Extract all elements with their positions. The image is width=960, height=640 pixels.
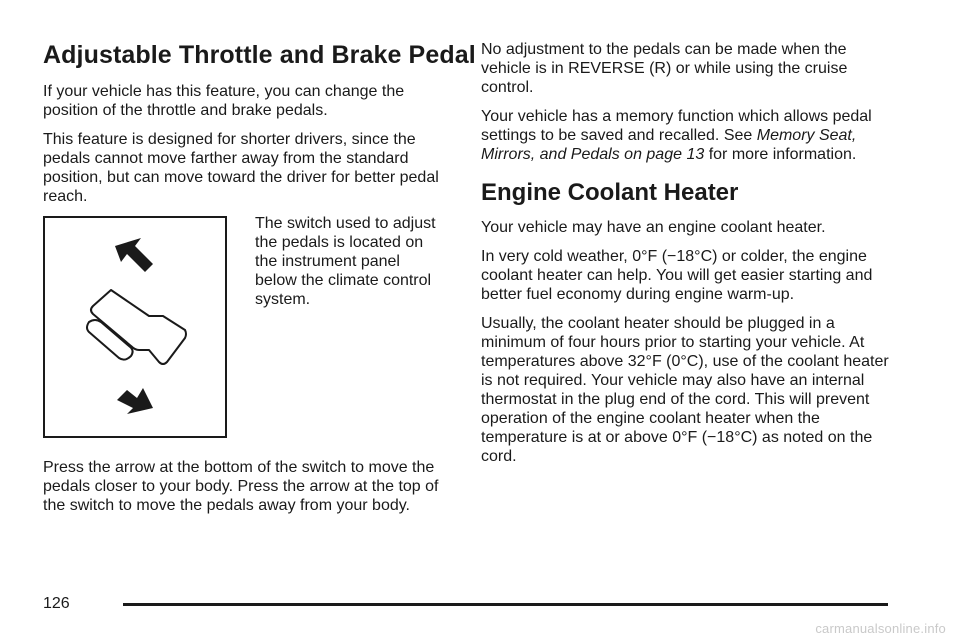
memory-text-after: for more information. (704, 146, 857, 163)
page-footer (43, 594, 888, 618)
memory-seat-reference: Memory Seat, Mirrors, and Pedals on page 13 (481, 127, 857, 163)
intro-paragraph: If your vehicle has this feature, you can change the position of the throttle and brake pedals. (43, 83, 405, 119)
pedal-switch-figure-block (43, 216, 443, 448)
feature-paragraph: This feature is designed for shorter drivers, since the pedals cannot move farther away from the standard position, but can move toward the driver for better pedal reach. (43, 131, 439, 205)
switch-usage-paragraph: Press the arrow at the bottom of the switch to move the pedals closer to your body. Press the arrow at the top of the switch to move the pedals away from your body. (43, 459, 439, 514)
page-number: 126 (43, 595, 70, 612)
watermark: carmanualsonline.info (815, 621, 946, 636)
left-column (43, 40, 476, 525)
memory-text-before: Your vehicle has a memory function which allows pedal settings to be saved and recalled. See (481, 108, 872, 144)
pedal-switch-illustration (45, 218, 225, 436)
cold-weather-paragraph: In very cold weather, 0°F (−18°C) or colder, the engine coolant heater can help. You will get easier starting and better fuel economy during engine warm-up. (481, 248, 873, 303)
arrow-down-right-icon (117, 388, 153, 414)
footer-rule (123, 603, 888, 606)
right-column (481, 40, 891, 476)
page-title: Adjustable Throttle and Brake Pedal (43, 41, 476, 69)
figure-caption: The switch used to adjust the pedals is located on the instrument panel below the climate control system. (255, 215, 436, 308)
arrow-up-left-icon (115, 238, 153, 272)
memory-paragraph (481, 107, 891, 164)
section-heading-coolant-heater: Engine Coolant Heater (481, 179, 739, 206)
coolant-intro-paragraph: Your vehicle may have an engine coolant heater. (481, 219, 826, 236)
reverse-note-paragraph: No adjustment to the pedals can be made when the vehicle is in REVERSE (R) or while using the cruise control. (481, 41, 848, 96)
plug-in-paragraph: Usually, the coolant heater should be plugged in a minimum of four hours prior to starting your vehicle. At temperatures above 32°F (0°C), use of the coolant heater is not required. Your vehicle may also have an internal thermostat in the plug end of the cord. This will prevent operation of the engine coolant heater when the temperature is at or above 0°F (−18°C) as noted on the cord. (481, 315, 889, 465)
pedal-switch-figure (43, 216, 227, 438)
pedal-icon (87, 290, 186, 364)
